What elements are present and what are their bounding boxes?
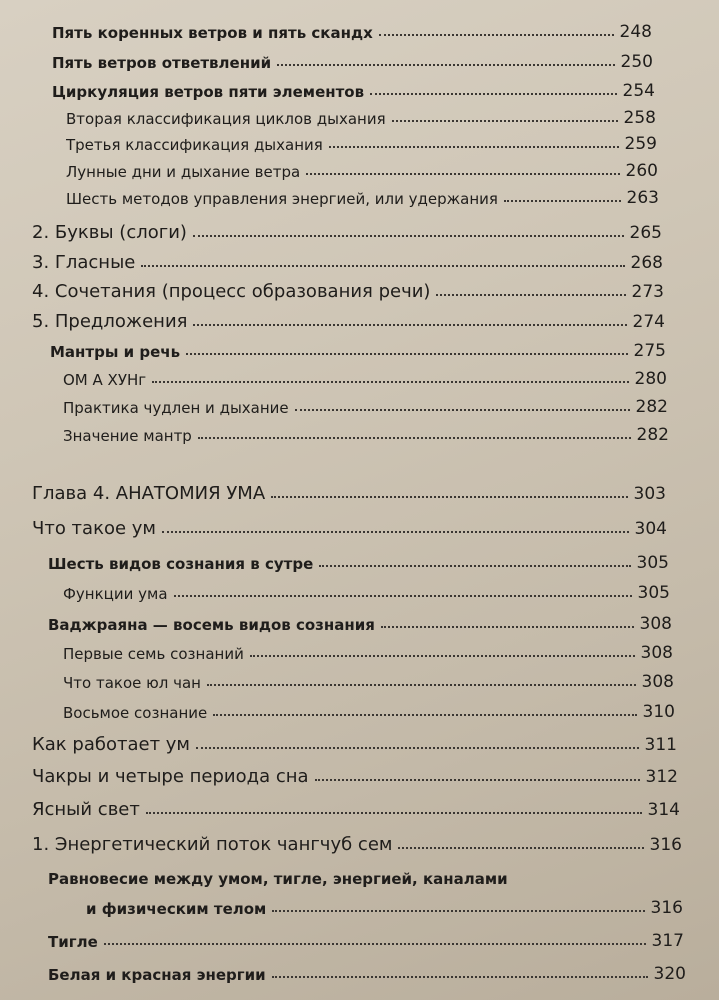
dot-leader (104, 943, 646, 945)
toc-entry-page: 316 (650, 898, 683, 918)
toc-entry-title: Значение мантр (63, 427, 192, 445)
dot-leader (504, 200, 621, 202)
dot-leader (162, 531, 629, 533)
toc-entry-page: 275 (633, 341, 666, 361)
toc-entry-title: Первые семь сознаний (63, 645, 244, 663)
toc-entry-page: 273 (631, 282, 664, 302)
dot-leader (250, 655, 635, 657)
toc-entry-page: 304 (634, 519, 667, 539)
dot-leader (193, 324, 626, 326)
dot-leader (152, 381, 628, 383)
toc-entry-page: 280 (634, 369, 667, 389)
chapter-page: 303 (633, 484, 666, 504)
toc-entry[interactable] (32, 834, 682, 855)
dot-leader (398, 847, 643, 849)
toc-entry-title: Шесть методов управления энергией, или удержания (66, 190, 498, 208)
toc-entry-title: Что такое юл чан (63, 674, 201, 692)
toc-entry[interactable] (63, 583, 670, 603)
toc-entry[interactable] (63, 643, 673, 663)
toc-entry[interactable] (52, 81, 655, 101)
toc-entry-title: Практика чудлен и дыхание (63, 399, 289, 417)
toc-entry[interactable] (32, 281, 664, 302)
toc-entry-title: Мантры и речь (50, 343, 181, 361)
chapter-title: Глава 4. АНАТОМИЯ УМА (32, 483, 266, 504)
toc-entry-page: 308 (639, 614, 672, 634)
toc-entry-page: 308 (641, 672, 674, 692)
toc-entry-page: 317 (651, 931, 684, 951)
toc-entry-title: Белая и красная энергии (48, 966, 266, 984)
toc-entry-title: Чакры и четыре периода сна (32, 766, 309, 787)
toc-entry[interactable] (52, 22, 652, 42)
toc-entry[interactable] (63, 397, 668, 417)
dot-leader (277, 64, 614, 66)
dot-leader (186, 353, 627, 355)
toc-entry-page: 282 (636, 425, 669, 445)
toc-entry-title: Пять ветров ответвлений (52, 54, 272, 72)
dot-leader (319, 565, 630, 567)
dot-leader (174, 595, 632, 597)
toc-entry-title: 3. Гласные (32, 252, 136, 273)
toc-entry[interactable] (32, 799, 680, 820)
dot-leader (141, 265, 624, 267)
toc-entry-title: ОМ А ХУНг (63, 371, 147, 389)
dot-leader (207, 684, 636, 686)
dot-leader (392, 120, 618, 122)
toc-entry-title: Пять коренных ветров и пять скандх (52, 24, 373, 42)
toc-entry-title: Ясный свет (32, 799, 140, 820)
dot-leader (196, 747, 639, 749)
toc-entry[interactable] (32, 734, 677, 755)
dot-leader (271, 496, 627, 498)
toc-entry[interactable] (32, 518, 667, 539)
toc-entry-page: 311 (644, 735, 677, 755)
toc-entry-title: Шесть видов сознания в сутре (48, 555, 314, 573)
toc-entry-page: 305 (636, 553, 669, 573)
toc-entry[interactable] (48, 964, 686, 984)
toc-entry[interactable] (50, 341, 666, 361)
toc-entry-page: 248 (619, 22, 652, 42)
toc-entry-page: 274 (632, 312, 665, 332)
dot-leader (306, 173, 619, 175)
dot-leader (272, 910, 644, 912)
toc-entry-page: 312 (645, 767, 678, 787)
toc-entry-line2 (86, 898, 683, 918)
toc-entry-page: 316 (649, 835, 682, 855)
toc-entry-page: 259 (624, 134, 657, 154)
dot-leader (436, 294, 625, 296)
dot-leader (213, 714, 636, 716)
toc-entry[interactable] (63, 672, 674, 692)
toc-entry-title: 1. Энергетический поток чангчуб сем (32, 834, 393, 855)
dot-leader (146, 812, 642, 814)
toc-entry[interactable] (32, 222, 662, 243)
toc-entry-page: 258 (623, 108, 656, 128)
toc-entry-page: 320 (653, 964, 686, 984)
toc-entry[interactable] (66, 134, 657, 154)
chapter-entry[interactable] (32, 483, 666, 504)
toc-entry-title-line1: Равновесие между умом, тигле, энергией, каналами (48, 870, 508, 888)
toc-entry[interactable] (48, 931, 684, 951)
toc-entry[interactable] (63, 425, 669, 445)
toc-entry-title: Тигле (48, 933, 98, 951)
dot-leader (381, 626, 634, 628)
toc-entry[interactable] (63, 702, 675, 722)
toc-entry-title: Функции ума (63, 585, 168, 603)
toc-entry[interactable] (32, 311, 665, 332)
toc-entry-title: Что такое ум (32, 518, 156, 539)
toc-entry[interactable] (66, 108, 656, 128)
toc-entry-page: 265 (629, 223, 662, 243)
toc-entry[interactable] (66, 188, 659, 208)
toc-entry-title: Как работает ум (32, 734, 191, 755)
toc-entry-page: 314 (647, 800, 680, 820)
toc-entry-title: и физическим телом (86, 900, 267, 918)
toc-entry-page: 305 (637, 583, 670, 603)
toc-entry-page: 263 (626, 188, 659, 208)
dot-leader (315, 779, 640, 781)
toc-entry-page: 260 (625, 161, 658, 181)
toc-entry[interactable] (48, 614, 672, 634)
toc-entry-title: Третья классификация дыхания (66, 136, 323, 154)
toc-entry-title: Восьмое сознание (63, 704, 208, 722)
dot-leader (193, 235, 624, 237)
toc-entry[interactable] (63, 369, 667, 389)
toc-entry[interactable] (32, 252, 663, 273)
toc-entry[interactable] (52, 52, 653, 72)
toc-entry[interactable] (48, 553, 669, 573)
toc-entry-title: Циркуляция ветров пяти элементов (52, 83, 365, 101)
dot-leader (295, 409, 630, 411)
toc-entry-title: Вторая классификация циклов дыхания (66, 110, 386, 128)
toc-entry-page: 268 (630, 253, 663, 273)
toc-entry-title: Лунные дни и дыхание ветра (66, 163, 301, 181)
toc-entry-title: 5. Предложения (32, 311, 188, 332)
toc-entry-page: 250 (620, 52, 653, 72)
toc-entry-page: 310 (642, 702, 675, 722)
dot-leader (272, 976, 648, 978)
dot-leader (379, 34, 614, 36)
dot-leader (198, 437, 631, 439)
toc-entry-title: 2. Буквы (слоги) (32, 222, 187, 243)
toc-entry-title: Ваджраяна — восемь видов сознания (48, 616, 375, 634)
toc-entry[interactable] (32, 766, 678, 787)
toc-entry-page: 282 (635, 397, 668, 417)
toc-entry-page: 308 (640, 643, 673, 663)
toc-entry-title: 4. Сочетания (процесс образования речи) (32, 281, 431, 302)
dot-leader (329, 146, 619, 148)
toc-entry-page: 254 (622, 81, 655, 101)
toc-entry[interactable] (66, 161, 658, 181)
dot-leader (370, 93, 616, 95)
